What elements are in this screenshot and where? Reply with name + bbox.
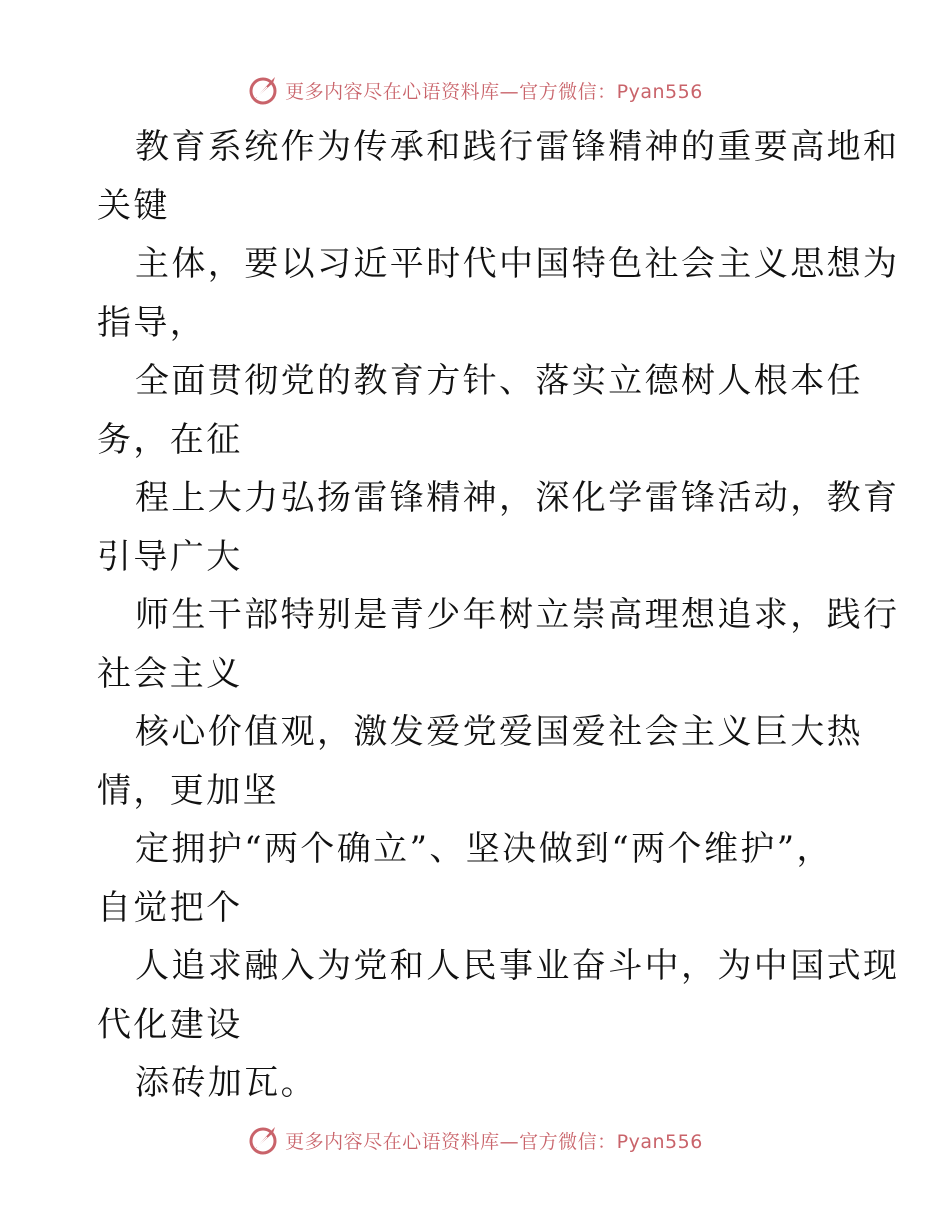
body-line: 教育系统作为传承和践行雷锋精神的重要高地和 [135, 127, 900, 167]
body-line: 主体，要以习近平时代中国特色社会主义思想为 [135, 244, 900, 284]
footer-banner-text: 更多内容尽在心语资料库—官方微信：Pyan556 [285, 1130, 703, 1153]
body-line: 程上大力弘扬雷锋精神，深化学雷锋活动，教育 [135, 478, 900, 518]
body-line: 添砖加瓦。 [135, 1063, 317, 1103]
body-line: 指导， [97, 302, 207, 343]
body-line: 人追求融入为党和人民事业奋斗中，为中国式现 [135, 946, 900, 986]
body-line: 引导广大 [97, 536, 243, 577]
body-line: 师生干部特别是青少年树立崇高理想追求，践行 [135, 595, 900, 635]
footer-banner [0, 1120, 950, 1160]
body-line: 务，在征 [97, 419, 243, 460]
body-line: 社会主义 [97, 653, 243, 694]
quill-pen-logo-icon [247, 73, 281, 107]
header-banner-text: 更多内容尽在心语资料库—官方微信：Pyan556 [285, 80, 703, 103]
quill-pen-logo-icon [247, 1123, 281, 1157]
body-line: 代化建设 [97, 1004, 243, 1045]
body-line: 关键 [97, 185, 170, 226]
body-line: 自觉把个 [97, 887, 243, 928]
header-banner [0, 70, 950, 110]
body-line: 核心价值观，激发爱党爱国爱社会主义巨大热 [135, 712, 863, 752]
document-body [97, 118, 900, 1113]
body-line: 定拥护“两个确立”、坚决做到“两个维护”， [135, 829, 833, 869]
body-line: 情，更加坚 [97, 770, 279, 811]
body-line: 全面贯彻党的教育方针、落实立德树人根本任 [135, 361, 863, 401]
